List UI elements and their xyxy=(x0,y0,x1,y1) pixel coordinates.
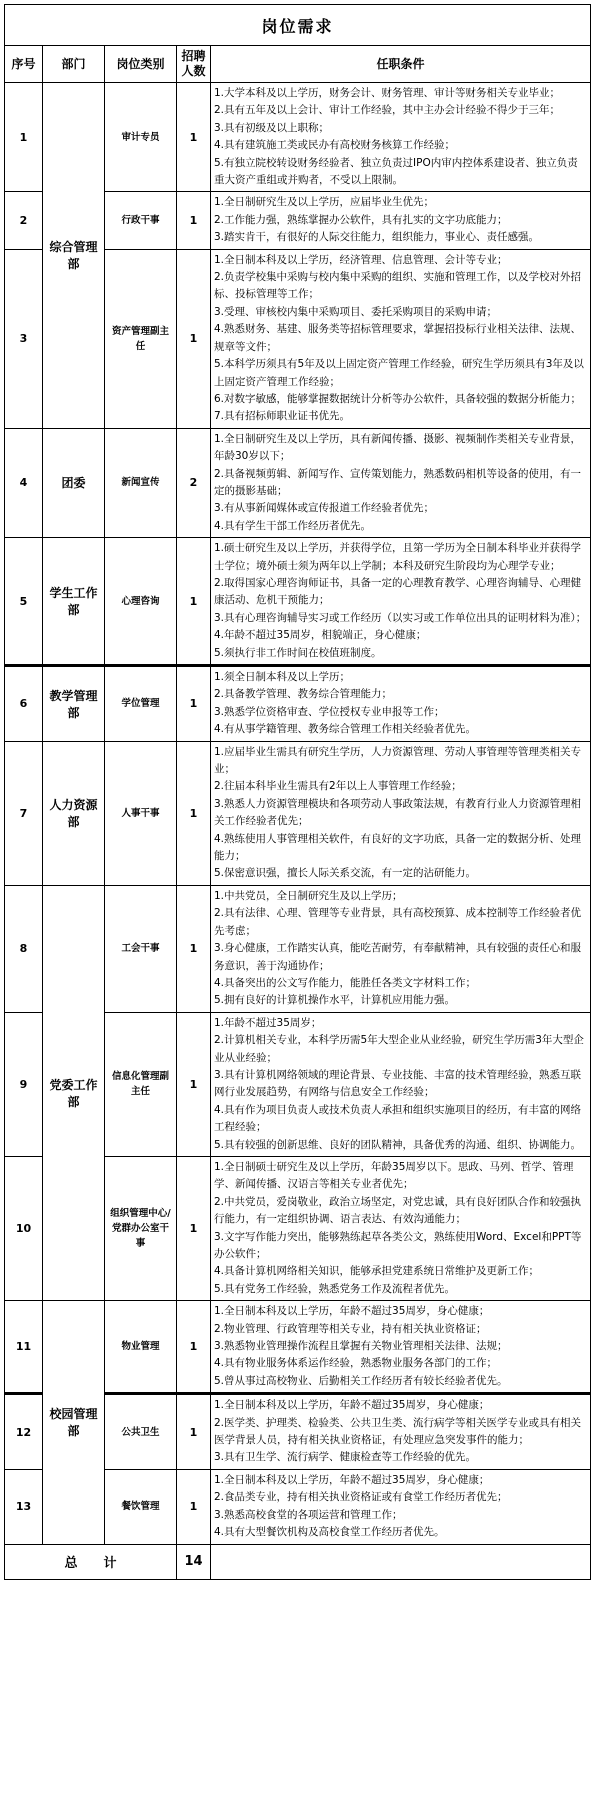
requirement-line: 4.具备计算机网络相关知识，能够承担党建系统日常维护及更新工作； xyxy=(214,1265,540,1278)
requirement-line: 4.年龄不超过35周岁，相貌端正，身心健康； xyxy=(214,629,427,642)
requirement-line: 1.中共党员，全日制研究生及以上学历； xyxy=(214,889,403,902)
table-row xyxy=(5,666,591,742)
row-dept: 教学管理部 xyxy=(43,666,105,742)
requirement-line: 1.全日制研究生及以上学历，具有新闻传播、摄影、视频制作类相关专业背景，年龄30岁以下； xyxy=(214,432,582,463)
requirement-line: 2.往届本科毕业生需具有2年以上人事管理工作经验； xyxy=(214,780,462,793)
header-no: 序号 xyxy=(5,46,43,83)
total-count: 14 xyxy=(177,1544,211,1579)
row-position: 公共卫生 xyxy=(105,1394,177,1470)
requirement-line: 3.熟悉物业管理操作流程且掌握有关物业管理相关法律、法规； xyxy=(214,1340,508,1353)
total-label: 总 计 xyxy=(5,1544,177,1579)
row-no: 7 xyxy=(5,741,43,885)
requirement-line: 2.中共党员，爱岗敬业，政治立场坚定，对党忠诚，具有良好团队合作和较强执行能力，有一定组织协调、语言表达、有效沟通能力； xyxy=(214,1195,582,1226)
row-dept: 校园管理部 xyxy=(43,1301,105,1544)
header-count: 招聘人数 xyxy=(177,46,211,83)
requirement-line: 6.对数字敏感，能够掌握数据统计分析等办公软件，具备较强的数据分析能力； xyxy=(214,392,582,405)
requirement-line: 1.全日制本科及以上学历，年龄不超过35周岁，身心健康； xyxy=(214,1473,490,1486)
requirement-line: 3.具有卫生学、流行病学、健康检查等工作经验的优先。 xyxy=(214,1451,477,1464)
requirement-line: 3.身心健康，工作踏实认真，能吃苦耐劳，有奉献精神，具有较强的责任心和服务意识，善于沟通协作； xyxy=(214,942,582,972)
row-no: 4 xyxy=(5,428,43,537)
requirement-line: 5.具有较强的创新思维、良好的团队精神，具备优秀的沟通、组织、协调能力。 xyxy=(214,1138,582,1151)
table-row xyxy=(5,885,591,1012)
row-dept: 团委 xyxy=(43,428,105,537)
requirement-line: 3.熟悉高校食堂的各项运营和管理工作； xyxy=(214,1508,403,1521)
row-count: 1 xyxy=(177,1301,211,1394)
row-no: 8 xyxy=(5,885,43,1012)
row-no: 9 xyxy=(5,1012,43,1156)
requirement-line: 2.医学类、护理类、检验类、公共卫生类、流行病学等相关医学专业或具有相关医学背景人员，持有相关执业资格证，有处理应急突发事件的能力； xyxy=(214,1416,582,1447)
row-requirements xyxy=(211,83,591,192)
requirement-line: 2.工作能力强，熟练掌握办公软件，具有扎实的文字功底能力； xyxy=(214,213,508,226)
table-row xyxy=(5,83,591,192)
row-no: 1 xyxy=(5,83,43,192)
row-count: 1 xyxy=(177,192,211,249)
requirement-line: 4.熟练使用人事管理相关软件，有良好的文字功底，具备一定的数据分析、处理能力； xyxy=(214,832,582,863)
row-dept: 综合管理部 xyxy=(43,83,105,429)
requirement-line: 4.具备突出的公文写作能力，能胜任各类文字材料工作； xyxy=(214,976,477,989)
row-no: 13 xyxy=(5,1469,43,1544)
header-position: 岗位类别 xyxy=(105,46,177,83)
requirement-line: 3.具有心理咨询辅导实习或工作经历（以实习或工作单位出具的证明材料为准）； xyxy=(214,611,587,624)
row-count: 2 xyxy=(177,428,211,537)
row-position: 行政干事 xyxy=(105,192,177,249)
requirement-line: 2.负责学校集中采购与校内集中采购的组织、实施和管理工作，以及学校对外招标、投标管理等工作； xyxy=(214,271,582,301)
requirement-line: 1.年龄不超过35周岁； xyxy=(214,1016,322,1029)
row-count: 1 xyxy=(177,1156,211,1300)
requirement-line: 4.具有作为项目负责人或技术负责人承担和组织实施项目的经历，有丰富的网络工程经验； xyxy=(214,1103,582,1134)
requirement-line: 2.计算机相关专业，本科学历需5年大型企业从业经验，研究生学历需3年大型企业从业经验； xyxy=(214,1034,584,1064)
row-requirements xyxy=(211,1301,591,1394)
requirement-line: 1.全日制硕士研究生及以上学历，年龄35周岁以下。思政、马列、哲学、管理学、新闻传播、汉语言等相关专业者优先； xyxy=(214,1160,574,1191)
row-requirements xyxy=(211,538,591,666)
row-no: 10 xyxy=(5,1156,43,1300)
row-count: 1 xyxy=(177,666,211,742)
row-position: 工会干事 xyxy=(105,885,177,1012)
requirement-line: 3.踏实肯干，有很好的人际交往能力，组织能力，事业心、责任感强。 xyxy=(214,231,540,244)
requirement-line: 2.食品类专业，持有相关执业资格证或有食堂工作经历者优先； xyxy=(214,1491,508,1504)
row-position: 人事干事 xyxy=(105,741,177,885)
requirement-line: 3.具有初级及以上职称； xyxy=(214,121,330,134)
row-no: 2 xyxy=(5,192,43,249)
row-no: 11 xyxy=(5,1301,43,1394)
row-position: 审计专员 xyxy=(105,83,177,192)
requirement-line: 1.硕士研究生及以上学历，并获得学位，且第一学历为全日制本科毕业并获得学士学位；境外硕士须为两年以上学制；本科及研究生阶段均为心理学专业； xyxy=(214,542,582,572)
requirement-line: 5.有独立院校转设财务经验者、独立负责过IPO内审内控体系建设者、独立负责重大资产重组或并购者，不受以上限制。 xyxy=(214,156,578,187)
row-position: 物业管理 xyxy=(105,1301,177,1394)
row-no: 5 xyxy=(5,538,43,666)
requirement-line: 5.拥有良好的计算机操作水平，计算机应用能力强。 xyxy=(214,994,456,1007)
requirement-line: 1.全日制本科及以上学历，经济管理、信息管理、会计等专业； xyxy=(214,253,508,266)
row-requirements xyxy=(211,428,591,537)
table-row xyxy=(5,741,591,885)
requirement-line: 5.具有党务工作经验，熟悉党务工作及流程者优先。 xyxy=(214,1282,456,1295)
row-position: 资产管理副主任 xyxy=(105,249,177,428)
requirement-line: 4.具有学生干部工作经历者优先。 xyxy=(214,519,372,532)
requirement-line: 3.具有计算机网络领域的理论背景、专业技能、丰富的技术管理经验，熟悉互联网行业发展趋势，有网络与信息安全工作经验； xyxy=(214,1068,582,1099)
requirement-line: 1.须全日制本科及以上学历； xyxy=(214,671,351,683)
total-empty-cell xyxy=(211,1544,591,1579)
row-dept: 人力资源部 xyxy=(43,741,105,885)
requirement-line: 5.曾从事过高校物业、后勤相关工作经历者有较长经验者优先。 xyxy=(214,1374,508,1387)
row-count: 1 xyxy=(177,1012,211,1156)
row-position: 新闻宣传 xyxy=(105,428,177,537)
requirement-line: 1.大学本科及以上学历，财务会计、财务管理、审计等财务相关专业毕业； xyxy=(214,87,561,99)
row-position: 信息化管理副主任 xyxy=(105,1012,177,1156)
row-count: 1 xyxy=(177,885,211,1012)
requirement-line: 4.具有大型餐饮机构及高校食堂工作经历者优先。 xyxy=(214,1526,445,1539)
row-requirements xyxy=(211,1394,591,1470)
requirement-line: 2.具备教学管理、教务综合管理能力； xyxy=(214,688,393,701)
requirement-line: 1.全日制本科及以上学历，年龄不超过35周岁，身心健康； xyxy=(214,1305,490,1318)
row-count: 1 xyxy=(177,1394,211,1470)
requirement-line: 2.物业管理、行政管理等相关专业，持有相关执业资格证； xyxy=(214,1322,487,1335)
table-title: 岗位需求 xyxy=(5,5,591,46)
header-requirements: 任职条件 xyxy=(211,46,591,83)
requirement-line: 4.具有建筑施工类或民办有高校财务核算工作经验； xyxy=(214,139,456,152)
table-row xyxy=(5,538,591,666)
requirement-line: 3.有从事新闻媒体或宣传报道工作经验者优先； xyxy=(214,502,435,515)
requirement-line: 3.熟悉学位资格审查、学位授权专业申报等工作； xyxy=(214,705,445,718)
requirement-line: 5.本科学历须具有5年及以上固定资产管理工作经验，研究生学历须具有3年及以上固定资产管理工作经验； xyxy=(214,358,584,388)
row-requirements xyxy=(211,249,591,428)
row-position: 组织管理中心/党群办公室干事 xyxy=(105,1156,177,1300)
row-position: 学位管理 xyxy=(105,666,177,742)
row-requirements xyxy=(211,885,591,1012)
requirement-line: 5.须执行非工作时间在校值班制度。 xyxy=(214,646,382,659)
row-dept: 学生工作部 xyxy=(43,538,105,666)
requirement-line: 2.具有五年及以上会计、审计工作经验，其中主办会计经验不得少于三年； xyxy=(214,104,561,117)
row-count: 1 xyxy=(177,1469,211,1544)
total-row xyxy=(5,1544,591,1579)
row-position: 心理咨询 xyxy=(105,538,177,666)
requirement-line: 3.文字写作能力突出，能够熟练起草各类公文，熟练使用Word、Excel和PPT等办公软件； xyxy=(214,1230,582,1260)
table-row xyxy=(5,1301,591,1394)
requirement-line: 2.具备视频剪辑、新闻写作、宣传策划能力，熟悉数码相机等设备的使用，有一定的摄影基础； xyxy=(214,467,582,497)
row-requirements xyxy=(211,741,591,885)
row-no: 3 xyxy=(5,249,43,428)
requirement-line: 4.熟悉财务、基建、服务类等招标管理要求，掌握招投标行业相关法律、法规、规章等文件； xyxy=(214,323,582,353)
table-row xyxy=(5,428,591,537)
requirement-line: 1.全日制研究生及以上学历，应届毕业生优先； xyxy=(214,196,435,209)
requirement-line: 3.熟悉人力资源管理模块和各项劳动人事政策法规，有教育行业人力资源管理相关工作经验者优先； xyxy=(214,797,582,828)
row-requirements xyxy=(211,192,591,249)
row-dept: 党委工作部 xyxy=(43,885,105,1300)
job-requirements-table xyxy=(4,4,591,1580)
requirement-line: 2.取得国家心理咨询师证书，具备一定的心理教育教学、心理咨询辅导、心理健康活动、危机干预能力； xyxy=(214,576,582,607)
row-requirements xyxy=(211,1012,591,1156)
row-requirements xyxy=(211,1469,591,1544)
requirement-line: 4.有从事学籍管理、教务综合管理工作相关经验者优先。 xyxy=(214,723,477,736)
row-no: 12 xyxy=(5,1394,43,1470)
row-count: 1 xyxy=(177,741,211,885)
requirement-line: 1.应届毕业生需具有研究生学历，人力资源管理、劳动人事管理等管理类相关专业； xyxy=(214,745,582,776)
row-position: 餐饮管理 xyxy=(105,1469,177,1544)
row-count: 1 xyxy=(177,249,211,428)
requirement-line: 7.具有招标师职业证书优先。 xyxy=(214,410,351,423)
header-dept: 部门 xyxy=(43,46,105,83)
row-count: 1 xyxy=(177,83,211,192)
job-requirements-table-wrapper xyxy=(4,4,590,1797)
requirement-line: 1.全日制本科及以上学历，年龄不超过35周岁，身心健康； xyxy=(214,1399,490,1412)
row-no: 6 xyxy=(5,666,43,742)
requirement-line: 2.具有法律、心理、管理等专业背景，具有高校预算、成本控制等工作经验者优先考虑； xyxy=(214,907,582,937)
row-requirements xyxy=(211,1156,591,1300)
row-count: 1 xyxy=(177,538,211,666)
requirement-line: 3.受理、审核校内集中采购项目、委托采购项目的采购申请； xyxy=(214,305,498,318)
requirement-line: 5.保密意识强，擅长人际关系交流，有一定的沾研能力。 xyxy=(214,867,477,880)
requirement-line: 4.具有物业服务体系运作经验，熟悉物业服务各部门的工作； xyxy=(214,1357,498,1370)
row-requirements xyxy=(211,666,591,742)
